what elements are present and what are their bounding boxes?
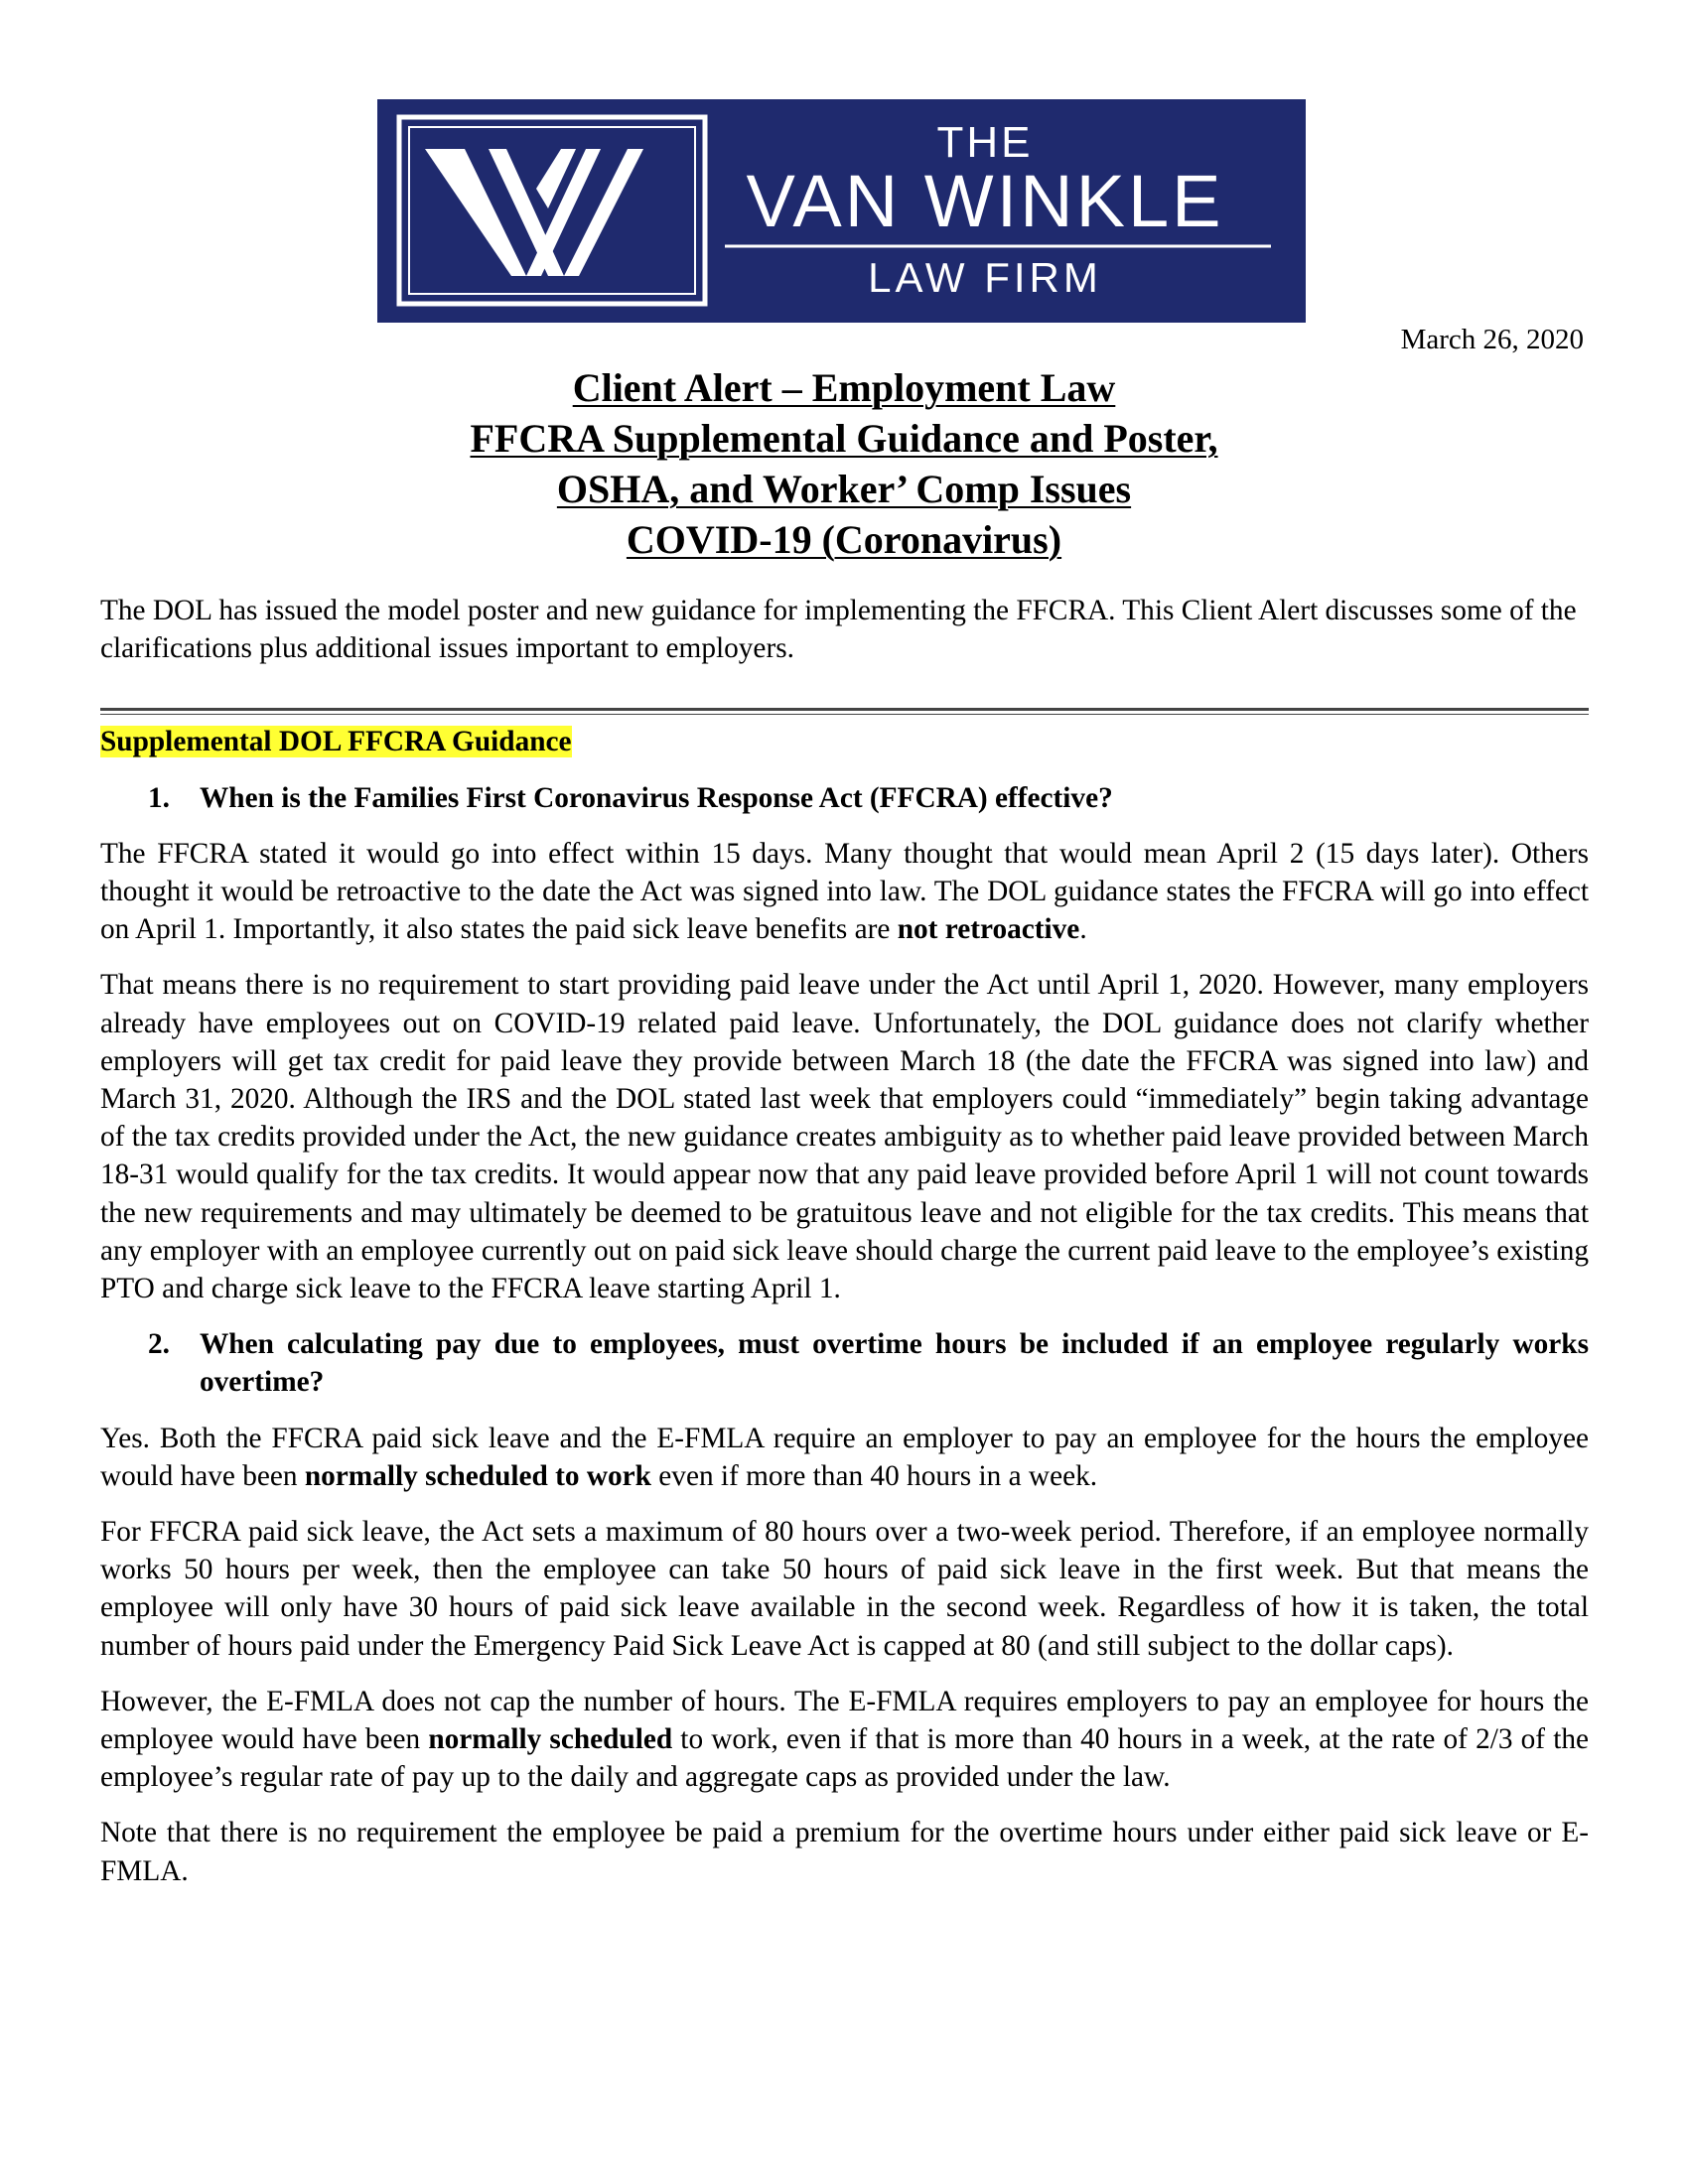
paragraph-1-bold: not retroactive (897, 913, 1080, 946)
section-heading (100, 723, 1589, 760)
question-1-text: When is the Families First Coronavirus Response Act (FFCRA) effective? (200, 781, 1113, 814)
question-1-number: 1. (148, 781, 170, 814)
paragraph-3 (100, 1420, 1589, 1495)
logo-line2: VAN WINKLE (746, 160, 1224, 242)
firm-logo (377, 99, 1306, 323)
paragraph-3-text: Yes. Both the FFCRA paid sick leave and the E-FMLA require an employer to pay an employee for the hours the employee would have been (100, 1422, 1589, 1492)
paragraph-1-text: The FFCRA stated it would go into effect within 15 days. Many thought that would mean April 2 (15 days later). Others thought it would be retroactive to the date the Act was signed into law. The DOL guidance states the FFCRA will go into effect on April 1. Importantly, it also states the paid sick leave benefits are (100, 837, 1589, 946)
paragraph-2: That means there is no requirement to start providing paid leave under the Act until April 1, 2020. However, many employers already have employees out on COVID-19 related paid leave. Unfortunately, the DOL guidance does not clarify whether employers will get tax credit for paid leave they provide between March 18 (the date the FFCRA was signed into law) and March 31, 2020. Although the IRS and the DOL stated last week that employers could “immediately” begin taking advantage of the tax credits provided under the Act, the new guidance creates ambiguity as to whether paid leave provided between March 18-31 would qualify for the tax credits. It would appear now that any paid leave provided before April 1 will not count towards the new requirements and may ultimately be deemed to be gratuitous leave and not eligible for the tax credits. This means that any employer with an employee currently out on paid sick leave should charge the current paid leave to the employee’s existing PTO and charge sick leave to the FFCRA leave starting April 1. (100, 969, 1589, 1305)
paragraph-5-bold: normally scheduled (428, 1723, 673, 1756)
document-date: March 26, 2020 (1400, 324, 1584, 355)
logo-line3: LAW FIRM (868, 254, 1102, 301)
section-divider (100, 708, 1589, 711)
title-line-4: COVID-19 (Coronavirus) (626, 517, 1062, 562)
logo-line1: THE (936, 118, 1034, 167)
title-line-2: FFCRA Supplemental Guidance and Poster, (470, 416, 1218, 461)
question-2 (148, 1325, 1589, 1401)
document-title (99, 362, 1589, 565)
intro-paragraph: The DOL has issued the model poster and new guidance for implementing the FFCRA. This Client Alert discusses some of the clarifications plus additional issues important to employers. (100, 595, 1577, 665)
title-line-1: Client Alert – Employment Law (572, 365, 1116, 410)
paragraph-5-text: However, the E-FMLA does not cap the number of hours. The E-FMLA requires employers to pay an employee for hours the employee would have been (100, 1685, 1589, 1756)
paragraph-5 (100, 1683, 1589, 1797)
paragraph-3-end: even if more than 40 hours in a week. (650, 1459, 1098, 1492)
paragraph-5-end: to work, even if that is more than 40 hours in a week, at the rate of 2/3 of the employee’s regular rate of pay up to the daily and aggregate caps as provided under the law. (100, 1723, 1589, 1794)
paragraph-3-bold: normally scheduled to work (304, 1459, 651, 1492)
firm-logo-graphic (377, 99, 1306, 323)
section-heading-text: Supplemental DOL FFCRA Guidance (100, 726, 572, 758)
paragraph-6: Note that there is no requirement the employee be paid a premium for the overtime hours under either paid sick leave or E-FMLA. (100, 1817, 1589, 1887)
title-line-3: OSHA, and Worker’ Comp Issues (556, 467, 1132, 511)
paragraph-1-end: . (1079, 913, 1087, 946)
question-2-number: 2. (148, 1328, 170, 1361)
paragraph-4: For FFCRA paid sick leave, the Act sets a maximum of 80 hours over a two-week period. Therefore, if an employee normally works 50 hours per week, then the employee can take 50 hours of paid sick leave in the first week. But that means the employee will only have 30 hours of paid sick leave available in the second week. Regardless of how it is taken, the total number of hours paid under the Emergency Paid Sick Leave Act is capped at 80 (and still subject to the dollar caps). (100, 1516, 1589, 1662)
question-2-text: When calculating pay due to employees, must overtime hours be included if an employee regularly works overtime? (200, 1328, 1589, 1399)
section-divider-thin (100, 714, 1589, 715)
question-1 (148, 779, 1589, 817)
paragraph-1 (100, 835, 1589, 949)
document-body (100, 592, 1589, 1890)
